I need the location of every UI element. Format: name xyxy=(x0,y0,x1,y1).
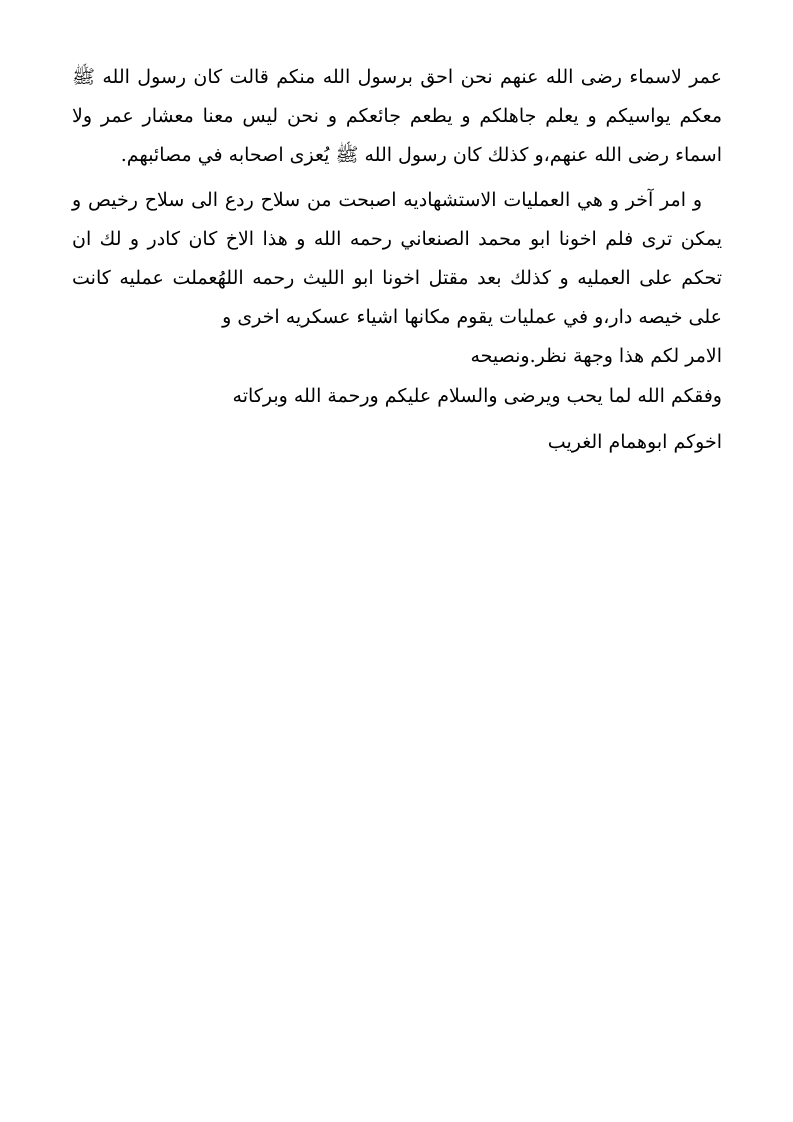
closing-blessing: وفقكم الله لما يحب ويرضى والسلام عليكم ورحمة الله وبركاته xyxy=(232,385,722,407)
paragraph-2: و امر آخر و هي العمليات الاستشهاديه اصبحت من سلاح ردع الى سلاح رخيص و يمكن ترى فلم اخونا ابو محمد الصنعاني رحمه الله و هذا الاخ كان كادر و لك ان تحكم على العمليه و كذلك بعد مقتل اخونا ابو الليث رحمه اللهُعملت عمليه كانت على خيصه دار،و في عمليات يقوم مكانها اشياء عسكريه اخرى و xyxy=(72,189,722,328)
signature: اخوكم ابوهمام الغريب xyxy=(547,431,722,453)
letter-body xyxy=(72,58,722,459)
paragraph-1: عمر لاسماء رضى الله عنهم نحن احق برسول الله منكم قالت كان رسول الله ﷺ معكم يواسيكم و يعلم جاهلكم و يطعم جائعكم و نحن ليس معنا معشار عمر ولا اسماء رضى الله عنهم،و كذلك كان رسول الله ﷺ يُعزى اصحابه في مصائبهم. xyxy=(72,66,722,166)
closing-note: الامر لكم هذا وجهة نظر.ونصيحه xyxy=(470,345,722,367)
